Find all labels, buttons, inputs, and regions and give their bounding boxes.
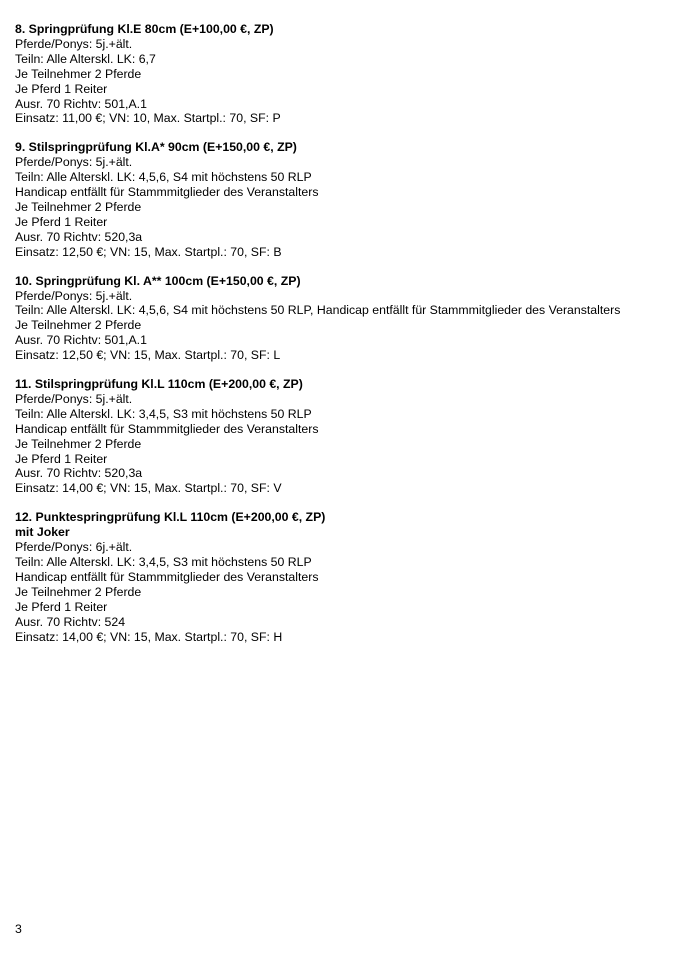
riders-per-horse: Je Pferd 1 Reiter [15, 214, 108, 229]
horse-age-requirement: Pferde/Ponys: 5j.+ält. [15, 36, 133, 51]
competition-title: 11. Stilspringprüfung Kl.L 110cm (E+200,00 €, ZP) [15, 377, 303, 392]
entry-fee-details: Einsatz: 14,00 €; VN: 15, Max. Startpl.: 70, SF: V [15, 481, 282, 496]
horse-age-requirement: Pferde/Ponys: 6j.+ält. [15, 540, 133, 555]
handicap-note: Handicap entfällt für Stammmitglieder des Veranstalters [15, 185, 319, 200]
competition-section-12 [15, 510, 678, 644]
participant-requirements: Teiln: Alle Alterskl. LK: 3,4,5, S3 mit höchstens 50 RLP [15, 555, 312, 569]
participant-requirements: Teiln: Alle Alterskl. LK: 4,5,6, S4 mit höchstens 50 RLP [15, 170, 312, 185]
riders-per-horse: Je Pferd 1 Reiter [15, 599, 108, 614]
entry-fee-details: Einsatz: 11,00 €; VN: 10, Max. Startpl.: 70, SF: P [15, 111, 281, 126]
participant-requirements: Teiln: Alle Alterskl. LK: 4,5,6, S4 mit höchstens 50 RLP, Handicap entfällt für Stammmitglieder des Veranstalters [15, 303, 621, 318]
horse-age-requirement: Pferde/Ponys: 5j.+ält. [15, 155, 133, 170]
equipment-rules: Ausr. 70 Richtv: 524 [15, 614, 126, 629]
horse-age-requirement: Pferde/Ponys: 5j.+ält. [15, 288, 133, 303]
horses-per-participant: Je Teilnehmer 2 Pferde [15, 436, 142, 451]
horses-per-participant: Je Teilnehmer 2 Pferde [15, 66, 142, 81]
competition-title: 10. Springprüfung Kl. A** 100cm (E+150,00 €, ZP) [15, 273, 301, 288]
handicap-note: Handicap entfällt für Stammmitglieder des Veranstalters [15, 569, 319, 584]
equipment-rules: Ausr. 70 Richtv: 501,A.1 [15, 333, 147, 348]
horses-per-participant: Je Teilnehmer 2 Pferde [15, 584, 142, 599]
competition-title: 12. Punktespringprüfung Kl.L 110cm (E+200,00 €, ZP) [15, 510, 326, 525]
equipment-rules: Ausr. 70 Richtv: 520,3a [15, 229, 143, 244]
page-number: 3 [15, 922, 22, 936]
competition-title-continuation: mit Joker [15, 525, 70, 540]
riders-per-horse: Je Pferd 1 Reiter [15, 81, 108, 96]
horses-per-participant: Je Teilnehmer 2 Pferde [15, 199, 142, 214]
entry-fee-details: Einsatz: 12,50 €; VN: 15, Max. Startpl.: 70, SF: L [15, 348, 281, 363]
horses-per-participant: Je Teilnehmer 2 Pferde [15, 318, 142, 333]
riders-per-horse: Je Pferd 1 Reiter [15, 451, 108, 466]
competition-section-11 [15, 377, 678, 496]
handicap-note: Handicap entfällt für Stammmitglieder des Veranstalters [15, 421, 319, 436]
competition-section-10 [15, 274, 678, 363]
document-page [15, 22, 678, 658]
entry-fee-details: Einsatz: 12,50 €; VN: 15, Max. Startpl.: 70, SF: B [15, 244, 282, 259]
equipment-rules: Ausr. 70 Richtv: 501,A.1 [15, 96, 147, 111]
equipment-rules: Ausr. 70 Richtv: 520,3a [15, 466, 143, 481]
participant-requirements: Teiln: Alle Alterskl. LK: 3,4,5, S3 mit höchstens 50 RLP [15, 406, 312, 421]
competition-title: 9. Stilspringprüfung Kl.A* 90cm (E+150,00 €, ZP) [15, 140, 297, 155]
participant-requirements: Teiln: Alle Alterskl. LK: 6,7 [15, 51, 156, 66]
entry-fee-details: Einsatz: 14,00 €; VN: 15, Max. Startpl.: 70, SF: H [15, 629, 283, 644]
competition-title: 8. Springprüfung Kl.E 80cm (E+100,00 €, ZP) [15, 22, 274, 36]
horse-age-requirement: Pferde/Ponys: 5j.+ält. [15, 391, 133, 406]
competition-section-9 [15, 140, 678, 259]
competition-section-8 [15, 22, 678, 126]
